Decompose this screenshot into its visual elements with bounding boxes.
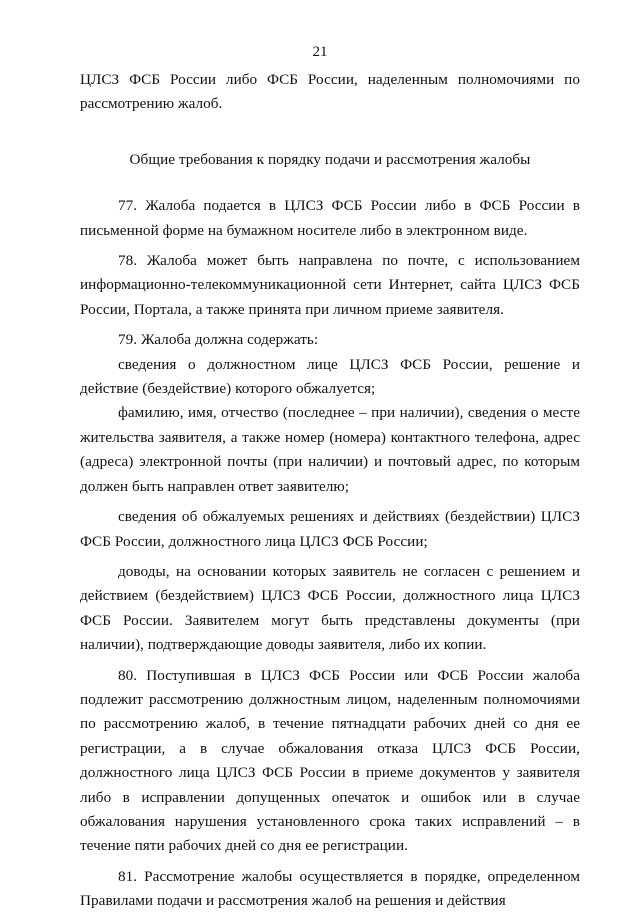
paragraph-81: 81. Рассмотрение жалобы осуществляется в порядке, определенном Правилами подачи и рассмотрения жалоб на решения и действия	[80, 867, 580, 910]
paragraph-80: 80. Поступившая в ЦЛСЗ ФСБ России или ФСБ России жалоба подлежит рассмотрению должностным лицом, наделенным полномочиями по рассмотрению жалоб, в течение пятнадцати рабочих дней со дня ее регистрации, а в случае обжалования отказа ЦЛСЗ ФСБ России, должностного лица ЦЛСЗ ФСБ России в приеме документов у заявителя либо в исправлении допущенных опечаток и ошибок или в случае обжалования нарушения установленного срока таких исправлений – в течение пяти рабочих дней со дня ее регистрации.	[80, 666, 580, 855]
page-number: 21	[312, 44, 328, 60]
paragraph-77: 77. Жалоба подается в ЦЛСЗ ФСБ России либо в ФСБ России в письменной форме на бумажном носителе либо в электронном виде.	[80, 197, 580, 239]
paragraph-79: 79. Жалоба должна содержать:	[118, 331, 319, 349]
paragraph-79-item-decisions: сведения об обжалуемых решениях и действиях (бездействии) ЦЛСЗ ФСБ России, должностного лица ЦЛСЗ ФСБ России;	[80, 508, 580, 550]
document-body	[80, 68, 580, 914]
intro-paragraph: ЦЛСЗ ФСБ России либо ФСБ России, наделенным полномочиями по рассмотрению жалоб.	[80, 71, 580, 113]
paragraph-79-item-arguments: доводы, на основании которых заявитель не согласен с решением и действием (бездействием) ЦЛСЗ ФСБ России, должностного лица ЦЛСЗ ФСБ России. Заявителем могут быть представлены документы (при наличии), подтверждающие доводы заявителя, либо их копии.	[80, 562, 580, 654]
paragraph-78: 78. Жалоба может быть направлена по почте, с использованием информационно-телекоммуникационной сети Интернет, сайта ЦЛСЗ ФСБ России, Портала, а также принята при личном приеме заявителя.	[80, 252, 580, 318]
paragraph-79-item-applicant: фамилию, имя, отчество (последнее – при наличии), сведения о месте жительства заявителя, а также номер (номера) контактного телефона, адрес (адреса) электронной почты (при наличии) и почтовый адрес, по которым должен быть направлен ответ заявителю;	[80, 404, 580, 495]
paragraph-79-item-official: сведения о должностном лице ЦЛСЗ ФСБ России, решение и действие (бездействие) которого обжалуется;	[80, 355, 580, 398]
section-heading: Общие требования к порядку подачи и рассмотрения жалобы	[129, 150, 531, 168]
